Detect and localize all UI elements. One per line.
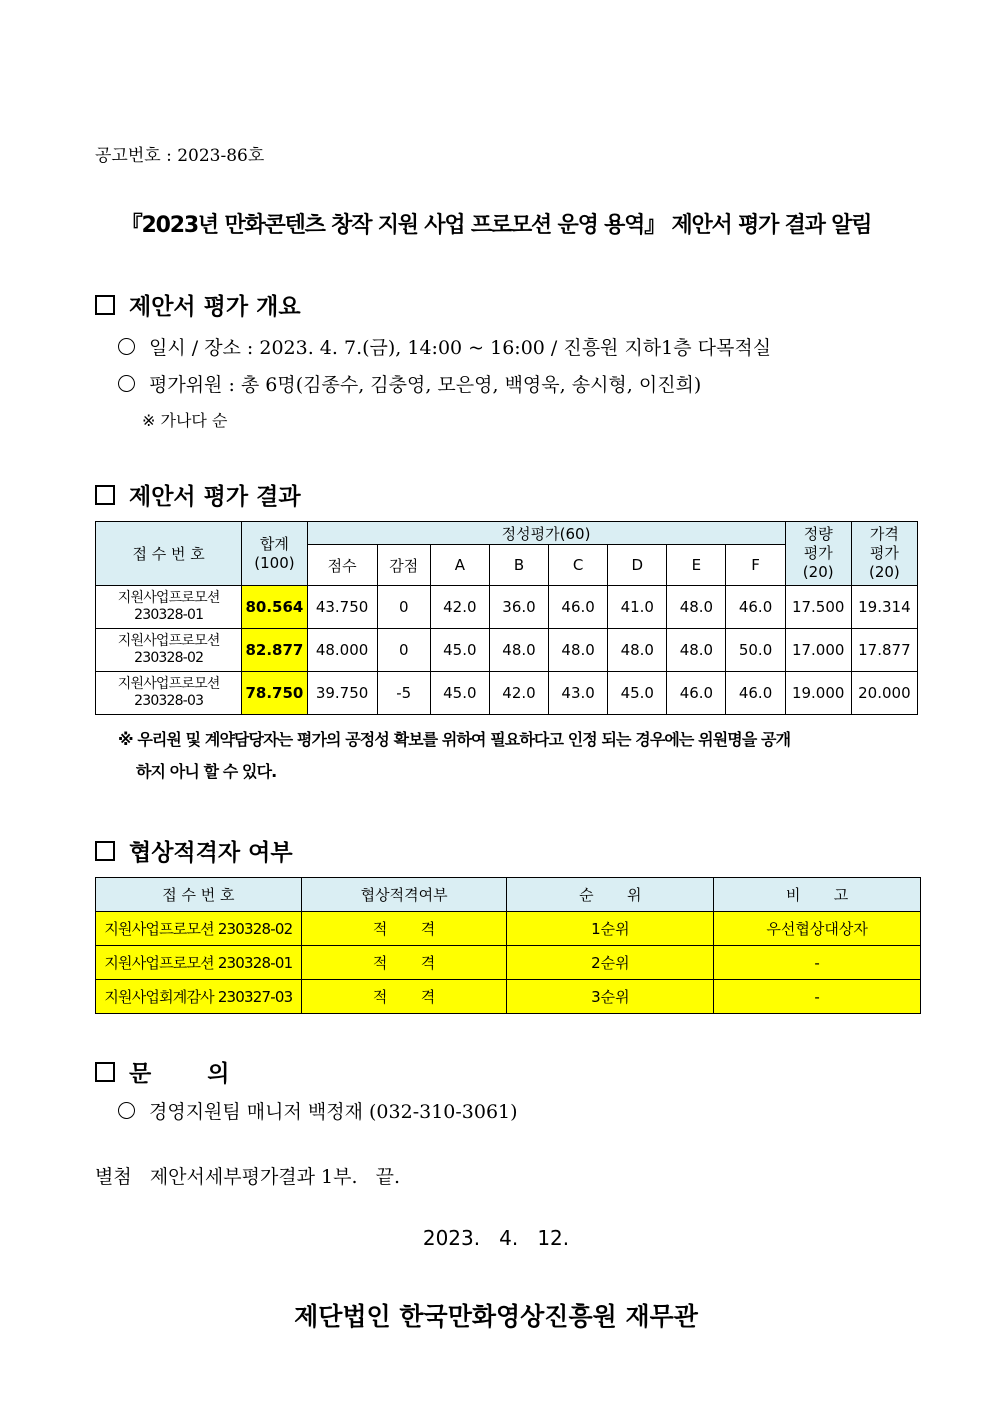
evaluation-result-table xyxy=(95,521,918,715)
subheader-e: E xyxy=(667,545,726,586)
circle-bullet-icon xyxy=(118,375,135,392)
checkbox-square-icon xyxy=(95,841,115,861)
negotiation-table xyxy=(95,877,921,1014)
table-row xyxy=(96,586,918,629)
subheader-score: 점수 xyxy=(307,545,377,586)
row-total: 82.877 xyxy=(242,629,307,672)
result-note-line2: 하지 아니 할 수 있다. xyxy=(136,762,277,781)
header-price: 가격 평가 (20) xyxy=(851,522,917,586)
circle-bullet-icon xyxy=(118,1102,135,1119)
row-a: 45.0 xyxy=(430,672,489,715)
row-c: 43.0 xyxy=(549,672,608,715)
row-score: 48.000 xyxy=(307,629,377,672)
row-quant: 19.000 xyxy=(785,672,851,715)
header-rank: 순 위 xyxy=(507,878,714,912)
table-row xyxy=(96,912,921,946)
subheader-b: B xyxy=(489,545,548,586)
subheader-deduct: 감점 xyxy=(377,545,430,586)
section-inquiry-title: 문 의 xyxy=(129,1060,230,1087)
notice-number: 공고번호 : 2023-86호 xyxy=(95,146,265,166)
row-d: 45.0 xyxy=(608,672,667,715)
row-e: 46.0 xyxy=(667,672,726,715)
result-note-line1: ※ 우리원 및 계약담당자는 평가의 공정성 확보를 위하여 필요하다고 인정 되는 경우에는 위원명을 공개 xyxy=(118,730,791,749)
row-id: 지원사업프로모션 230328-01 xyxy=(96,586,242,629)
table-row xyxy=(96,629,918,672)
row-f: 46.0 xyxy=(726,586,785,629)
circle-bullet-icon xyxy=(118,338,135,355)
row-total: 80.564 xyxy=(242,586,307,629)
checkbox-square-icon xyxy=(95,485,115,505)
row-id: 지원사업프로모션 230328-01 xyxy=(96,946,302,980)
section-result-heading xyxy=(95,478,301,511)
row-quant: 17.000 xyxy=(785,629,851,672)
row-price: 17.877 xyxy=(851,629,917,672)
row-price: 19.314 xyxy=(851,586,917,629)
row-id: 지원사업프로모션 230328-02 xyxy=(96,629,242,672)
row-f: 46.0 xyxy=(726,672,785,715)
row-d: 41.0 xyxy=(608,586,667,629)
row-b: 48.0 xyxy=(489,629,548,672)
subheader-f: F xyxy=(726,545,785,586)
section-inquiry-heading xyxy=(95,1055,230,1088)
row-rank: 3순위 xyxy=(507,980,714,1014)
row-status: 적 격 xyxy=(301,946,507,980)
document-date: 2023. 4. 12. xyxy=(422,1226,570,1250)
row-deduct: -5 xyxy=(377,672,430,715)
row-e: 48.0 xyxy=(667,629,726,672)
row-f: 50.0 xyxy=(726,629,785,672)
row-remark: 우선협상대상자 xyxy=(714,912,921,946)
checkbox-square-icon xyxy=(95,1062,115,1082)
overview-evaluators-text: 평가위원 : 총 6명(김종수, 김충영, 모은영, 백영욱, 송시형, 이진희) xyxy=(149,374,702,396)
overview-datetime-text: 일시 / 장소 : 2023. 4. 7.(금), 14:00 ~ 16:00 / 진흥원 지하1층 다목적실 xyxy=(149,337,772,359)
header-id: 접 수 번 호 xyxy=(96,878,302,912)
row-status: 적 격 xyxy=(301,912,507,946)
overview-note: ※ 가나다 순 xyxy=(142,411,228,430)
row-remark: - xyxy=(714,946,921,980)
header-total: 합계 (100) xyxy=(242,522,307,586)
overview-datetime xyxy=(118,333,771,360)
row-deduct: 0 xyxy=(377,629,430,672)
attachment-line: 별첨 제안서세부평가결과 1부. 끝. xyxy=(95,1166,401,1188)
row-status: 적 격 xyxy=(301,980,507,1014)
row-remark: - xyxy=(714,980,921,1014)
row-deduct: 0 xyxy=(377,586,430,629)
row-b: 36.0 xyxy=(489,586,548,629)
row-id: 지원사업프로모션 230328-02 xyxy=(96,912,302,946)
row-rank: 2순위 xyxy=(507,946,714,980)
header-qualitative: 정성평가(60) xyxy=(307,522,785,545)
row-a: 45.0 xyxy=(430,629,489,672)
subheader-c: C xyxy=(549,545,608,586)
inquiry-contact-text: 경영지원팀 매니저 백정재 (032-310-3061) xyxy=(149,1101,518,1123)
checkbox-square-icon xyxy=(95,295,115,315)
row-b: 42.0 xyxy=(489,672,548,715)
header-remark: 비 고 xyxy=(714,878,921,912)
row-rank: 1순위 xyxy=(507,912,714,946)
section-negotiation-heading xyxy=(95,834,293,867)
row-score: 39.750 xyxy=(307,672,377,715)
row-c: 46.0 xyxy=(549,586,608,629)
table-row xyxy=(96,672,918,715)
row-c: 48.0 xyxy=(549,629,608,672)
section-result-title: 제안서 평가 결과 xyxy=(129,483,301,510)
subheader-d: D xyxy=(608,545,667,586)
header-status: 협상적격여부 xyxy=(301,878,507,912)
row-id: 지원사업회계감사 230327-03 xyxy=(96,980,302,1014)
row-price: 20.000 xyxy=(851,672,917,715)
section-overview-title: 제안서 평가 개요 xyxy=(129,293,301,320)
document-title: 『2023년 만화콘텐츠 창작 지원 사업 프로모션 운영 용역』 제안서 평가 결과 알림 xyxy=(120,213,872,238)
table-row xyxy=(96,946,921,980)
section-overview-heading xyxy=(95,288,301,321)
row-total: 78.750 xyxy=(242,672,307,715)
header-quantitative: 정량 평가 (20) xyxy=(785,522,851,586)
row-a: 42.0 xyxy=(430,586,489,629)
table-row xyxy=(96,980,921,1014)
row-score: 43.750 xyxy=(307,586,377,629)
section-negotiation-title: 협상적격자 여부 xyxy=(129,839,293,866)
row-d: 48.0 xyxy=(608,629,667,672)
overview-evaluators xyxy=(118,370,701,397)
subheader-a: A xyxy=(430,545,489,586)
header-id: 접 수 번 호 xyxy=(96,522,242,586)
row-e: 48.0 xyxy=(667,586,726,629)
row-quant: 17.500 xyxy=(785,586,851,629)
issuing-organization: 제단법인 한국만화영상진흥원 재무관 xyxy=(294,1302,698,1331)
row-id: 지원사업프로모션 230328-03 xyxy=(96,672,242,715)
inquiry-contact xyxy=(118,1097,518,1124)
